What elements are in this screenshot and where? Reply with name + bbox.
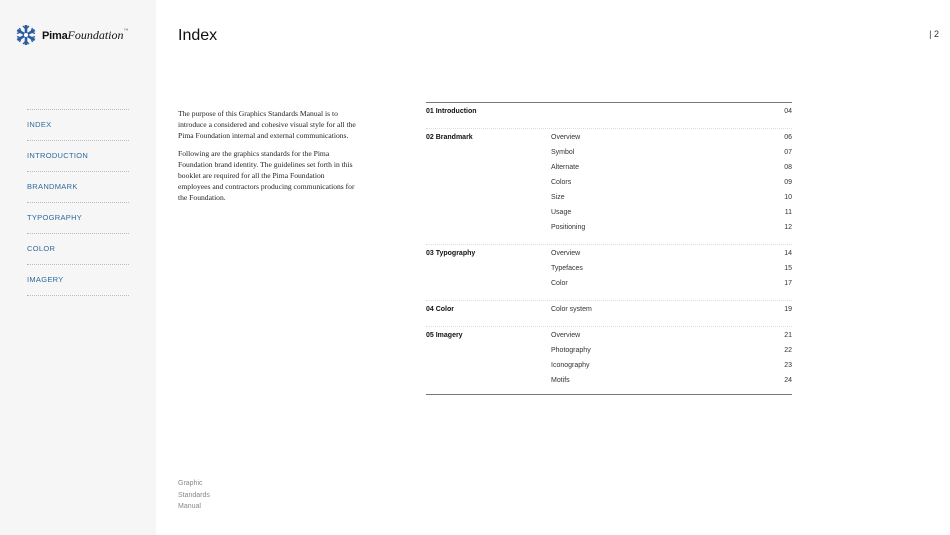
toc-section-imagery — [426, 327, 792, 394]
sidebar-item-color[interactable]: COLOR — [27, 244, 56, 253]
toc-page: 22 — [784, 347, 792, 354]
footer-line: Standards — [178, 491, 210, 499]
toc-section-brandmark — [426, 129, 792, 245]
toc-row[interactable] — [426, 132, 792, 147]
toc-row[interactable] — [426, 263, 792, 278]
intro-text — [178, 108, 358, 210]
toc-page: 24 — [784, 377, 792, 384]
intro-paragraph: The purpose of this Graphics Standards Manual is to introduce a considered and cohesive visual style for all the Pima Foundation internal and external communications. — [178, 109, 356, 141]
toc-row[interactable] — [426, 278, 792, 293]
toc-section-typography — [426, 245, 792, 301]
toc-subsection: Motifs — [551, 377, 570, 384]
toc-row[interactable] — [426, 375, 792, 390]
toc-subsection: Size — [551, 194, 565, 201]
toc-row[interactable] — [426, 106, 792, 121]
toc-page: 09 — [784, 179, 792, 186]
toc-row[interactable] — [426, 330, 792, 345]
toc-page: 07 — [784, 149, 792, 156]
table-of-contents — [426, 102, 792, 395]
toc-section-title: 04 Color — [426, 306, 455, 313]
toc-row[interactable] — [426, 248, 792, 263]
intro-paragraph: Following are the graphics standards for the Pima Foundation brand identity. The guidelines set forth in this booklet are required for all the Pima Foundation employees and contractors producing communications for the Foundation. — [178, 148, 355, 203]
toc-row[interactable] — [426, 177, 792, 192]
sidebar-item-typography[interactable]: TYPOGRAPHY — [27, 213, 83, 222]
toc-subsection: Overview — [551, 134, 581, 141]
footer-line: Manual — [178, 503, 201, 510]
toc-page: 10 — [784, 194, 792, 201]
nav-divider — [27, 295, 129, 296]
toc-subsection: Symbol — [551, 149, 575, 156]
toc-page: 11 — [784, 209, 792, 216]
logo-trademark: ™ — [123, 27, 129, 34]
toc-subsection: Overview — [551, 250, 581, 257]
toc-section-color — [426, 301, 792, 327]
toc-row[interactable] — [426, 147, 792, 162]
toc-subsection: Typefaces — [551, 265, 583, 272]
toc-subsection: Color system — [551, 306, 592, 313]
footer-line: Graphic — [178, 480, 203, 487]
toc-subsection: Color — [551, 280, 568, 287]
footer-manual-label — [178, 478, 210, 513]
toc-row[interactable] — [426, 222, 792, 237]
toc-bottom-rule — [426, 394, 792, 395]
toc-page: 15 — [784, 265, 792, 272]
sidebar-nav — [27, 109, 129, 296]
toc-section-title: 05 Imagery — [426, 332, 463, 339]
logo-foundation: Foundation — [67, 27, 124, 42]
toc-subsection: Photography — [551, 347, 591, 354]
toc-page: 17 — [784, 280, 792, 287]
toc-section-title: 02 Brandmark — [426, 134, 473, 141]
toc-page: 19 — [784, 306, 792, 313]
page-title: Index — [178, 27, 218, 44]
toc-subsection — [551, 106, 762, 121]
toc-row[interactable] — [426, 162, 792, 177]
toc-subsection: Colors — [551, 179, 572, 186]
toc-row[interactable] — [426, 304, 792, 319]
toc-page: 08 — [784, 164, 792, 171]
sidebar-item-imagery[interactable]: IMAGERY — [27, 275, 64, 284]
toc-page: 21 — [784, 332, 792, 339]
toc-row[interactable] — [426, 207, 792, 222]
logo-pima: Pima — [42, 29, 68, 42]
logo-wordmark — [42, 28, 129, 43]
toc-section-introduction — [426, 103, 792, 129]
toc-subsection: Alternate — [551, 164, 580, 171]
toc-row[interactable] — [426, 360, 792, 375]
sidebar-item-brandmark[interactable]: BRANDMARK — [27, 182, 78, 191]
toc-subsection: Overview — [551, 332, 581, 339]
page-number: | 2 — [929, 29, 939, 39]
sidebar — [0, 0, 156, 535]
toc-row[interactable] — [426, 345, 792, 360]
toc-section-title: 01 Introduction — [426, 108, 477, 115]
toc-page: 06 — [784, 134, 792, 141]
toc-row[interactable] — [426, 192, 792, 207]
toc-subsection: Usage — [551, 209, 572, 216]
toc-subsection: Iconography — [551, 362, 590, 369]
toc-section-title: 03 Typography — [426, 250, 476, 257]
sidebar-item-introduction[interactable]: INTRODUCTION — [27, 151, 89, 160]
toc-page: 23 — [784, 362, 792, 369]
toc-page: 12 — [784, 224, 792, 231]
sidebar-item-index[interactable]: INDEX — [27, 120, 52, 129]
toc-page: 04 — [784, 108, 792, 115]
logo[interactable] — [15, 24, 129, 46]
toc-subsection: Positioning — [551, 224, 586, 231]
toc-page: 14 — [784, 250, 792, 257]
snowflake-logo-icon — [15, 24, 37, 46]
